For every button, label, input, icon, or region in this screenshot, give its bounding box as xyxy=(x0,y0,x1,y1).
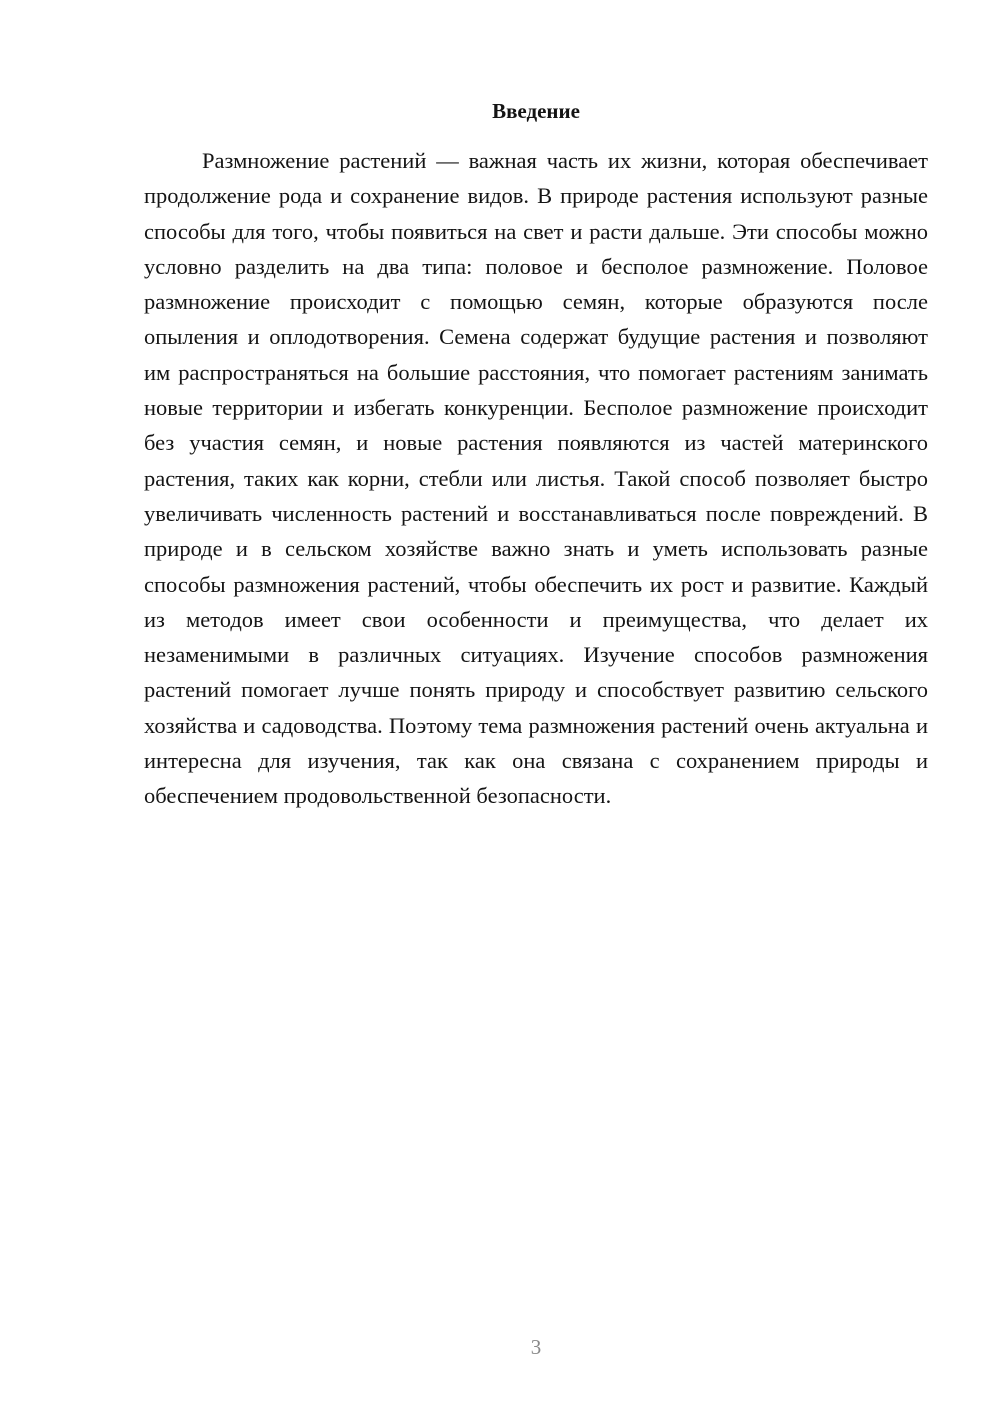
section-heading: Введение xyxy=(492,99,580,123)
page-number: 3 xyxy=(530,1335,542,1359)
body-paragraph: Размножение растений — важная часть их жизни, которая обеспечивает продолжение рода и сохранение видов. В природе растения используют разные способы для того, чтобы появиться на свет и расти дальше. Эти способы можно условно разделить на два типа: половое и бесполое размножение. Половое размножение происходит с помощью семян, которые образуются после опыления и оплодотворения. Семена содержат будущие растения и позволяют им распространяться на большие расстояния, что помогает растениям занимать новые территории и избегать конкуренции. Бесполое размножение происходит без участия семян, и новые растения появляются из частей материнского растения, таких как корни, стебли или листья. Такой способ позволяет быстро увеличивать численность растений и восстанавливаться после повреждений. В природе и в сельском хозяйстве важно знать и уметь использовать разные способы размножения растений, чтобы обеспечить их рост и развитие. Каждый из методов имеет свои особенности и преимущества, что делает их незаменимыми в различных ситуациях. Изучение способов размножения растений помогает лучше понять природу и способствует развитию сельского хозяйства и садоводства. Поэтому тема размножения растений очень актуальна и интересна для изучения, так как она связана с сохранением природы и обеспечением продовольственной безопасности. xyxy=(144,148,928,809)
